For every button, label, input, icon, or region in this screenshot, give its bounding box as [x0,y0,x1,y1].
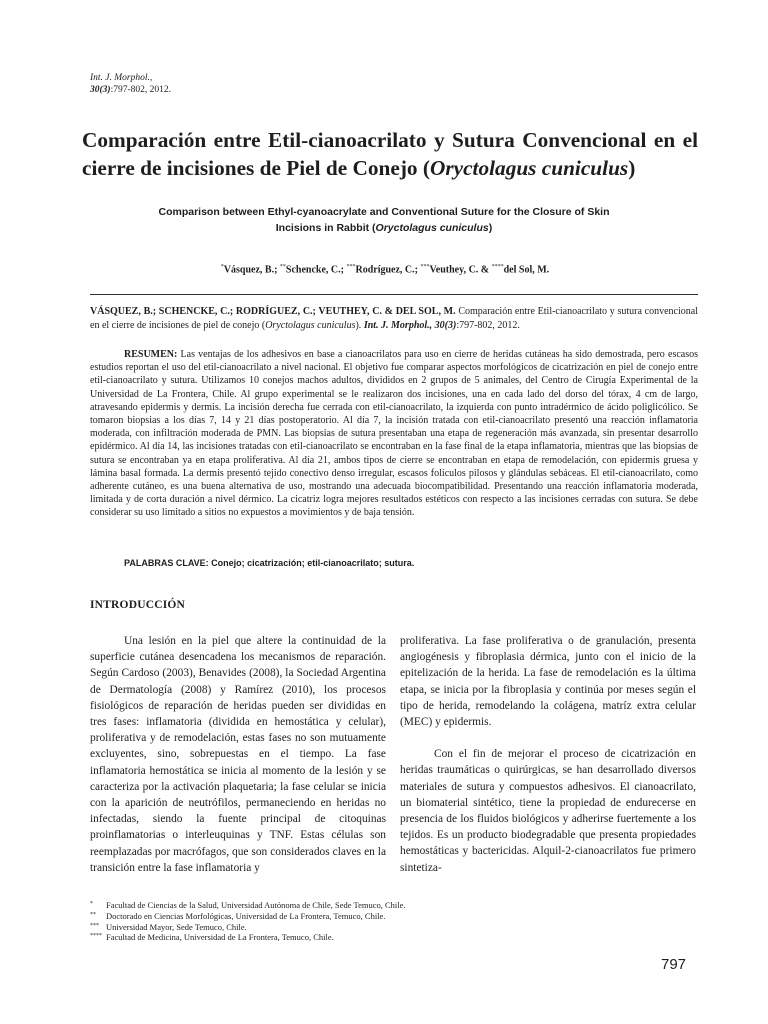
title-main: Comparación entre Etil-cianoacrilato y Sutura Convencional en el cierre de incisiones de Piel de Conejo ( [82,128,698,180]
author-list [90,264,680,275]
journal-volume: 30(3) [90,85,111,95]
body-paragraph: Con el fin de mejorar el proceso de cicatrización en heridas traumáticas o quirúrgicas, se han desarrollado diversos materiales de sutura y compuestos adhesivos. El cianoacrilato, un biomaterial sintético, tiene la propiedad de endurecerse en presencia de los fluidos biológicos y adherirse fuertemente a los tejidos. Es un producto biodegradable que presenta propiedades hemostáticas y bactericidas. Alquil-2-cianoacrilatos fue primero sintetiza- [400,748,696,874]
footnote-text: Facultad de Ciencias de la Salud, Universidad Autónoma de Chile, Sede Temuco, Chile. [106,900,406,910]
footnote-text: Facultad de Medicina, Universidad de La Frontera, Temuco, Chile. [106,932,334,943]
paragraph-gap [400,730,696,746]
keywords-text: Conejo; cicatrización; etil-cianoacrilato; sutura. [208,558,415,568]
journal-name: Int. J. Morphol., [90,73,153,83]
footnotes [90,900,698,943]
author-mark: ** [279,264,286,270]
paper-title [82,126,698,182]
footnote-mark: *** [90,922,99,929]
citation-species: Oryctolagus cuniculus [265,320,356,331]
footnote [90,922,698,933]
footnote [90,932,698,943]
body-column-left [90,633,386,876]
subtitle-main: Comparison between Ethyl-cyanoacrylate and Conventional Suture for the Closure of Skin Incisions in Rabbit ( [158,206,610,234]
author-mark: *** [420,264,430,270]
author-name: Schencke, C.; [285,264,347,276]
author-mark: *** [346,264,356,270]
subtitle-close: ) [488,222,493,234]
page-number: 797 [661,956,687,973]
citation-journal: Int. J. Morphol., 30(3) [363,320,457,331]
footnote [90,900,698,911]
abstract-label: RESUMEN: [124,349,178,360]
footnote-text: Doctorado en Ciencias Morfológicas, Universidad de La Frontera, Temuco, Chile. [106,910,386,921]
journal-reference [90,72,171,96]
footnote-mark: * [90,901,93,907]
author-name: Vásquez, B.; [223,264,280,276]
citation-pages: :797-802, 2012. [456,320,520,331]
body-paragraph: Una lesión en la piel que altere la continuidad de la superficie cutánea desencadena los mecanismos de reparación. Según Cardoso (2003), Benavides (2008), la Sociedad Argentina de Dermatología (2008) y Ramírez (2010), los procesos fisiológicos de reparación de heridas pueden ser divididas en tres fases: inflamatoria (dividida en hemostática y celular), proliferativa y de remodelación, estas fases no son mutuamente excluyentes, sino, sobrepuestas en el tiempo. La fase inflamatoria hemostática se inicia al momento de la lesión y se caracteriza por la activación plaquetaria; la fase celular se inicia con la aparición de neutrófilos, permaneciendo en heridas no infectadas, siendo la fuente principal de citoquinas proinflamatorias o interleuquinas y TNF. Estas células son reemplazadas por macrófagos, que son considerados claves en la transición entre la fase inflamatoria y [90,635,386,874]
footnote-text: Universidad Mayor, Sede Temuco, Chile. [106,921,247,932]
keywords-line [124,558,698,568]
english-title [150,204,618,236]
title-species: Oryctolagus cuniculus [429,156,629,180]
footnote-mark: ** [90,911,96,918]
body-paragraph: proliferativa. La fase proliferativa o de granulación, presenta angiogénesis y fibroplasia dérmica, junto con el inicio de la epitelización de la herida. La fase de remodelación es la última etapa, se inicia por la fibroplasia y continúa por meses según el tipo de herida, remodelando la colágena, matríz extra celular (MEC) y epidermis. [400,635,696,729]
abstract-block [90,348,698,520]
section-heading: INTRODUCCIÓN [90,599,186,611]
author-name: Rodríguez, C.; [355,264,421,276]
citation-text: Comparación entre Etil-cianoacrilato y sutura convencional en el cierre de incisiones de piel de conejo ( [90,306,698,331]
footnote-mark: **** [90,933,102,940]
title-close: ) [628,156,636,180]
author-mark: * [220,264,224,270]
subtitle-species: Oryctolagus cuniculus [375,222,489,234]
citation-after-species: ). [355,320,364,331]
footnote [90,911,698,922]
body-column-right [400,633,696,876]
author-mark: **** [491,264,504,270]
journal-pages: :797-802, 2012. [110,85,172,95]
citation-block [90,305,698,333]
abstract-text: Las ventajas de los adhesivos en base a cianoacrilatos para uso en cierre de heridas cutáneas ha sido demostrada, pero escasos estudios reportan el uso del etil-cianoacrilato a nivel nacional. El objetivo fue comparar aspectos morfológicos de cicatrización en piel de conejo entre etil-cianoacrilato y sutura. Utilizamos 10 conejos machos adultos, divididos en 2 grupos de 5 animales, del Centro de Cirugía Experimental de la Universidad de La Frontera, Chile. Al grupo experimental se le realizaron dos incisiones, una en cada lado del dorso del tórax, 4 cm de largo, atravesando epidermis y dermis. La incisión derecha fue cerrada con etil-cianoacrilato, la izquierda con punto intradérmico de ácido poliglicólico. Se tomaron biopsias a los días 7, 14 y 21 días postoperatorio. Al día 7, la incisión tratada con etil-cianoacrilato presentó una reacción inflamatoria moderada, con infiltración moderada de PMN. Las biopsias de sutura presentaban una etapa de regeneración más avanzada, sin presentar desarrollo epidérmico. Al día 14, las incisiones tratadas con etil-cianoacrilato se encontraban en la fase final de la etapa inflamatoria, mientras que las biopsias de sutura se encontraban ya en etapa proliferativa. Al día 21, ambos tipos de cierre se encontraban en etapa de remodelación, con epidermis gruesa y lámina basal formada. La dermis presentó tejido conectivo denso irregular, escasos folículos pilosos y glándulas sebáceas. El etil-cianoacrilato, como adherente cutáneo, es una buena alternativa de uso, mostrando una adecuada biocompatibilidad. Presentando una reacción inflamatoria moderada, limitada y de corta duración a nivel dérmico. La cicatriz logra mejores resultados estéticos con respecto a las incisiones cerradas con sutura. Se debe considerar su uso limitado a sitios no expuestos a movimientos y de baja tensión. [90,349,698,519]
header-divider [90,294,698,295]
keywords-label: PALABRAS CLAVE: [124,558,209,568]
citation-authors: VÁSQUEZ, B.; SCHENCKE, C.; RODRÍGUEZ, C.; VEUTHEY, C. & DEL SOL, M. [90,306,456,317]
author-name: del Sol, M. [503,264,550,276]
author-name: Veuthey, C. & [429,264,492,276]
journal-volume-pages [90,84,171,96]
